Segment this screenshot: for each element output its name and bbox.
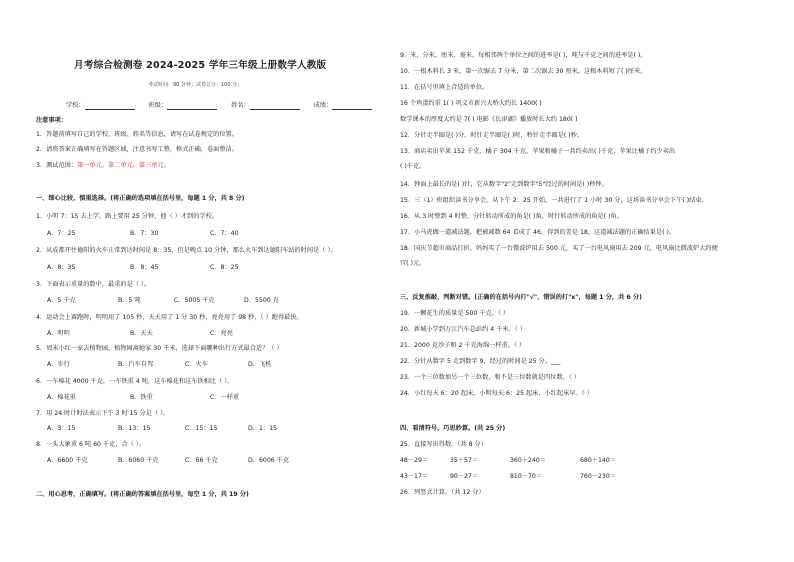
question-25: 25．直接写出得数。（共 8 分）	[400, 441, 487, 448]
question-18-line-1: 18．国庆节超市商品打折，妈妈买了一台微波炉用去 500 元，买了一台电风扇用去 209 元，电风扇比微波炉大约便	[400, 245, 718, 252]
question-17: 17．小马虎做一道减法题，把被减数 64 看成了 46，得到的差是 18，这道减法题的正确结果是( )。	[400, 229, 676, 236]
q5-option-c[interactable]: C．火车	[185, 361, 208, 368]
score-label: 成绩：	[313, 102, 333, 109]
calc-item: 48－29＝	[400, 457, 429, 464]
school-label: 学校：	[66, 102, 85, 109]
class-label: 班级：	[148, 102, 168, 109]
question-11: 11．在括号里填上合适的单位。	[400, 84, 489, 91]
question-21: 21．2000 克沙子和 2 千克海绵一样重。（ ）	[400, 342, 526, 349]
section-2-heading: 二、用心思考，正确填写。(将正确的答案填在括号里，每空 1 分，共 19 分)	[36, 491, 249, 498]
question-5: 5．周末小红一家去植物园，植物园离她家 30 千米，选择下面哪种出行方式最合适？（ ）	[36, 345, 283, 352]
q2-option-a[interactable]: A．8：35	[47, 264, 76, 271]
question-19: 19．一颗花生的质量是 500 千克。（ ）	[400, 310, 510, 317]
question-10: 10．一根木料长 3 米，第一次锯去 7 分米，第二次锯去 30 厘米，这根木料短了( )厘米。	[400, 68, 647, 75]
calc-item: 810－70＝	[510, 473, 543, 480]
q7-option-a[interactable]: A．3：15	[47, 425, 76, 432]
q2-option-c[interactable]: C．8：25	[210, 264, 239, 271]
calc-item: 760－230＝	[580, 473, 616, 480]
q8-option-c[interactable]: C．66 千克	[185, 457, 218, 464]
question-1: 1．小明 7：15 去上学，路上要用 25 分钟，他（ ）才到的学校。	[36, 213, 218, 220]
question-6: 6．一车棉花 4000 千克，一车铁重 4 吨，这车棉花和这车铁相比（ ）。	[36, 378, 234, 385]
q5-option-a[interactable]: A．步行	[47, 361, 70, 368]
q7-option-d[interactable]: D．1：15	[248, 425, 277, 432]
q8-option-b[interactable]: B．6060 千克	[118, 457, 159, 464]
question-11-line-1: 16 个鸡蛋约重 1( ) 巩义市新兴大桥大约长 1400( )	[400, 100, 542, 107]
q5-option-d[interactable]: D．飞机	[248, 361, 272, 368]
q4-option-c[interactable]: C．亮亮	[210, 330, 233, 337]
question-16: 16．从 3 时整到 4 时整，分针转动所成的角是( )角，时针转动所成的角是( )角。	[400, 213, 623, 220]
score-field[interactable]	[332, 103, 372, 110]
q1-option-b[interactable]: B．7：30	[130, 230, 159, 237]
question-13-line-2: ( )千克。	[400, 163, 426, 170]
question-8: 8．一头大象重 6 吨 60 千克，合（ ）。	[36, 441, 146, 448]
section-4-heading: 四、看清符号，巧思妙算。(共 25 分)	[400, 425, 506, 432]
exam-subtitle: 考试时间：90 分钟；试卷总分：100 分；	[148, 82, 243, 88]
question-26: 26．列竖式计算。（共 12 分）	[400, 489, 485, 496]
q3-option-d[interactable]: D．5500 克	[244, 297, 279, 304]
question-18-line-2: 宜( )元。	[400, 260, 426, 267]
q5-option-b[interactable]: B．汽车自驾	[118, 361, 154, 368]
q1-option-c[interactable]: C．7：40	[210, 230, 239, 237]
q2-option-b[interactable]: B．8：45	[130, 264, 159, 271]
question-20: 20．新城小学到万江汽车总站约 4 千米。（ ）	[400, 326, 526, 333]
question-9: 9．米，分米，厘米，毫米，每相邻两个单位之间的进率是( )，吨与千克之间的进率是( )。	[400, 52, 647, 59]
class-field[interactable]	[167, 103, 217, 110]
name-field[interactable]	[250, 103, 300, 110]
question-24: 24．小红每天 6：20 起床，小明每天 6：25 起床，小红起床早。（ ）	[400, 390, 593, 397]
question-11-line-2: 数学课本的厚度大约是 7( ) 电影《长津湖》播放时长大约 180( )	[400, 116, 578, 123]
school-field[interactable]	[85, 103, 135, 110]
notice-3	[36, 162, 170, 170]
question-2: 2．从成都开往德阳的火车正常到达时间是 8：35，但是晚点 10 分钟，那么火车到达德阳车站的时间是（ ）。	[36, 247, 337, 254]
question-15: 15．三（1）班组织读书分享会，从下午 2：25 开始，一共进行了 1 小时 30 分，这场读书分享会下午( )结束。	[400, 197, 708, 204]
q3-option-b[interactable]: B．5 吨	[118, 297, 141, 304]
q1-option-a[interactable]: A．7：25	[47, 230, 76, 237]
section-3-heading: 三、反复推敲，判断对错。(正确的在括号内打"√"，错误的打"x"，每题 1 分，共 6 分)	[400, 294, 642, 301]
notice-title: 注意事项：	[36, 117, 67, 124]
calc-item: 680＋140＝	[580, 457, 616, 464]
q6-option-b[interactable]: B．铁重	[130, 394, 153, 401]
question-7: 7．用 24 时计时法表示下午 3 时 15 分是（ ）。	[36, 410, 170, 417]
q3-option-a[interactable]: A．5 千克	[47, 297, 76, 304]
question-4: 4．运动会上赛跑时，明明用了 105 秒，天天用了 1 分 30 秒，亮亮用了 98 秒，（ ）跑得最快。	[36, 314, 303, 321]
notice-1: 1．答题前填写自己的学校、班级、姓名等信息，请写在试卷规定的位置。	[36, 131, 238, 138]
question-22: 22．分针从数字 5 走到数字 9，经过的时间是 25 分。___	[400, 358, 561, 365]
q7-option-b[interactable]: B．13：15	[118, 425, 151, 432]
calc-item: 43－17＝	[400, 473, 429, 480]
notice-2: 2．请将答案正确填写在答题区域，注意书写工整，格式正确，卷面整洁。	[36, 146, 238, 153]
question-3: 3．下面表示重量的数中，最重的是（ ）。	[36, 281, 151, 288]
calc-item: 35＋57＝	[450, 457, 479, 464]
q7-option-c[interactable]: C．15：15	[185, 425, 218, 432]
q8-option-d[interactable]: D．6006 千克	[248, 457, 290, 464]
section-1-heading: 一、细心比较，慎重选择。(将正确的选项填在括号里，每题 1 分，共 8 分)	[36, 195, 245, 202]
question-13-line-1: 13．商店卖出苹果 152 千克，橘子 304 千克，苹果和橘子一共约卖出( )千克，苹果比橘子约少卖出	[400, 148, 676, 155]
info-row	[66, 102, 372, 110]
name-label: 姓名：	[231, 102, 250, 109]
q8-option-a[interactable]: A．6600 千克	[47, 457, 88, 464]
question-14: 14．钟面上最长的是( )针，它从数字"2"走到数字"5"经过的时间是( )秒钟。	[400, 181, 608, 188]
q4-option-a[interactable]: A．明明	[47, 330, 70, 337]
q6-option-a[interactable]: A．棉花重	[47, 394, 76, 401]
q4-option-b[interactable]: B．天天	[130, 330, 153, 337]
notice-3-range: 第一单元、第二单元、第三单元。	[77, 162, 170, 169]
q6-option-c[interactable]: C．一样重	[210, 394, 240, 401]
question-12: 12．分针走半圈是( )分，时针走半圈是( )时，秒针走半圈是( )秒。	[400, 132, 583, 139]
notice-3-prefix: 3．测试范围：	[36, 162, 78, 169]
exam-title: 月考综合检测卷 2024-2025 学年三年级上册数学人教版	[74, 60, 327, 71]
q3-option-c[interactable]: C．5005 千克	[174, 297, 215, 304]
question-23: 23．一个三位数加另一个三位数，和不是三位数就是四位数。（ ）	[400, 374, 580, 381]
calc-item: 90－27＝	[450, 473, 479, 480]
calc-item: 360＋240＝	[510, 457, 546, 464]
